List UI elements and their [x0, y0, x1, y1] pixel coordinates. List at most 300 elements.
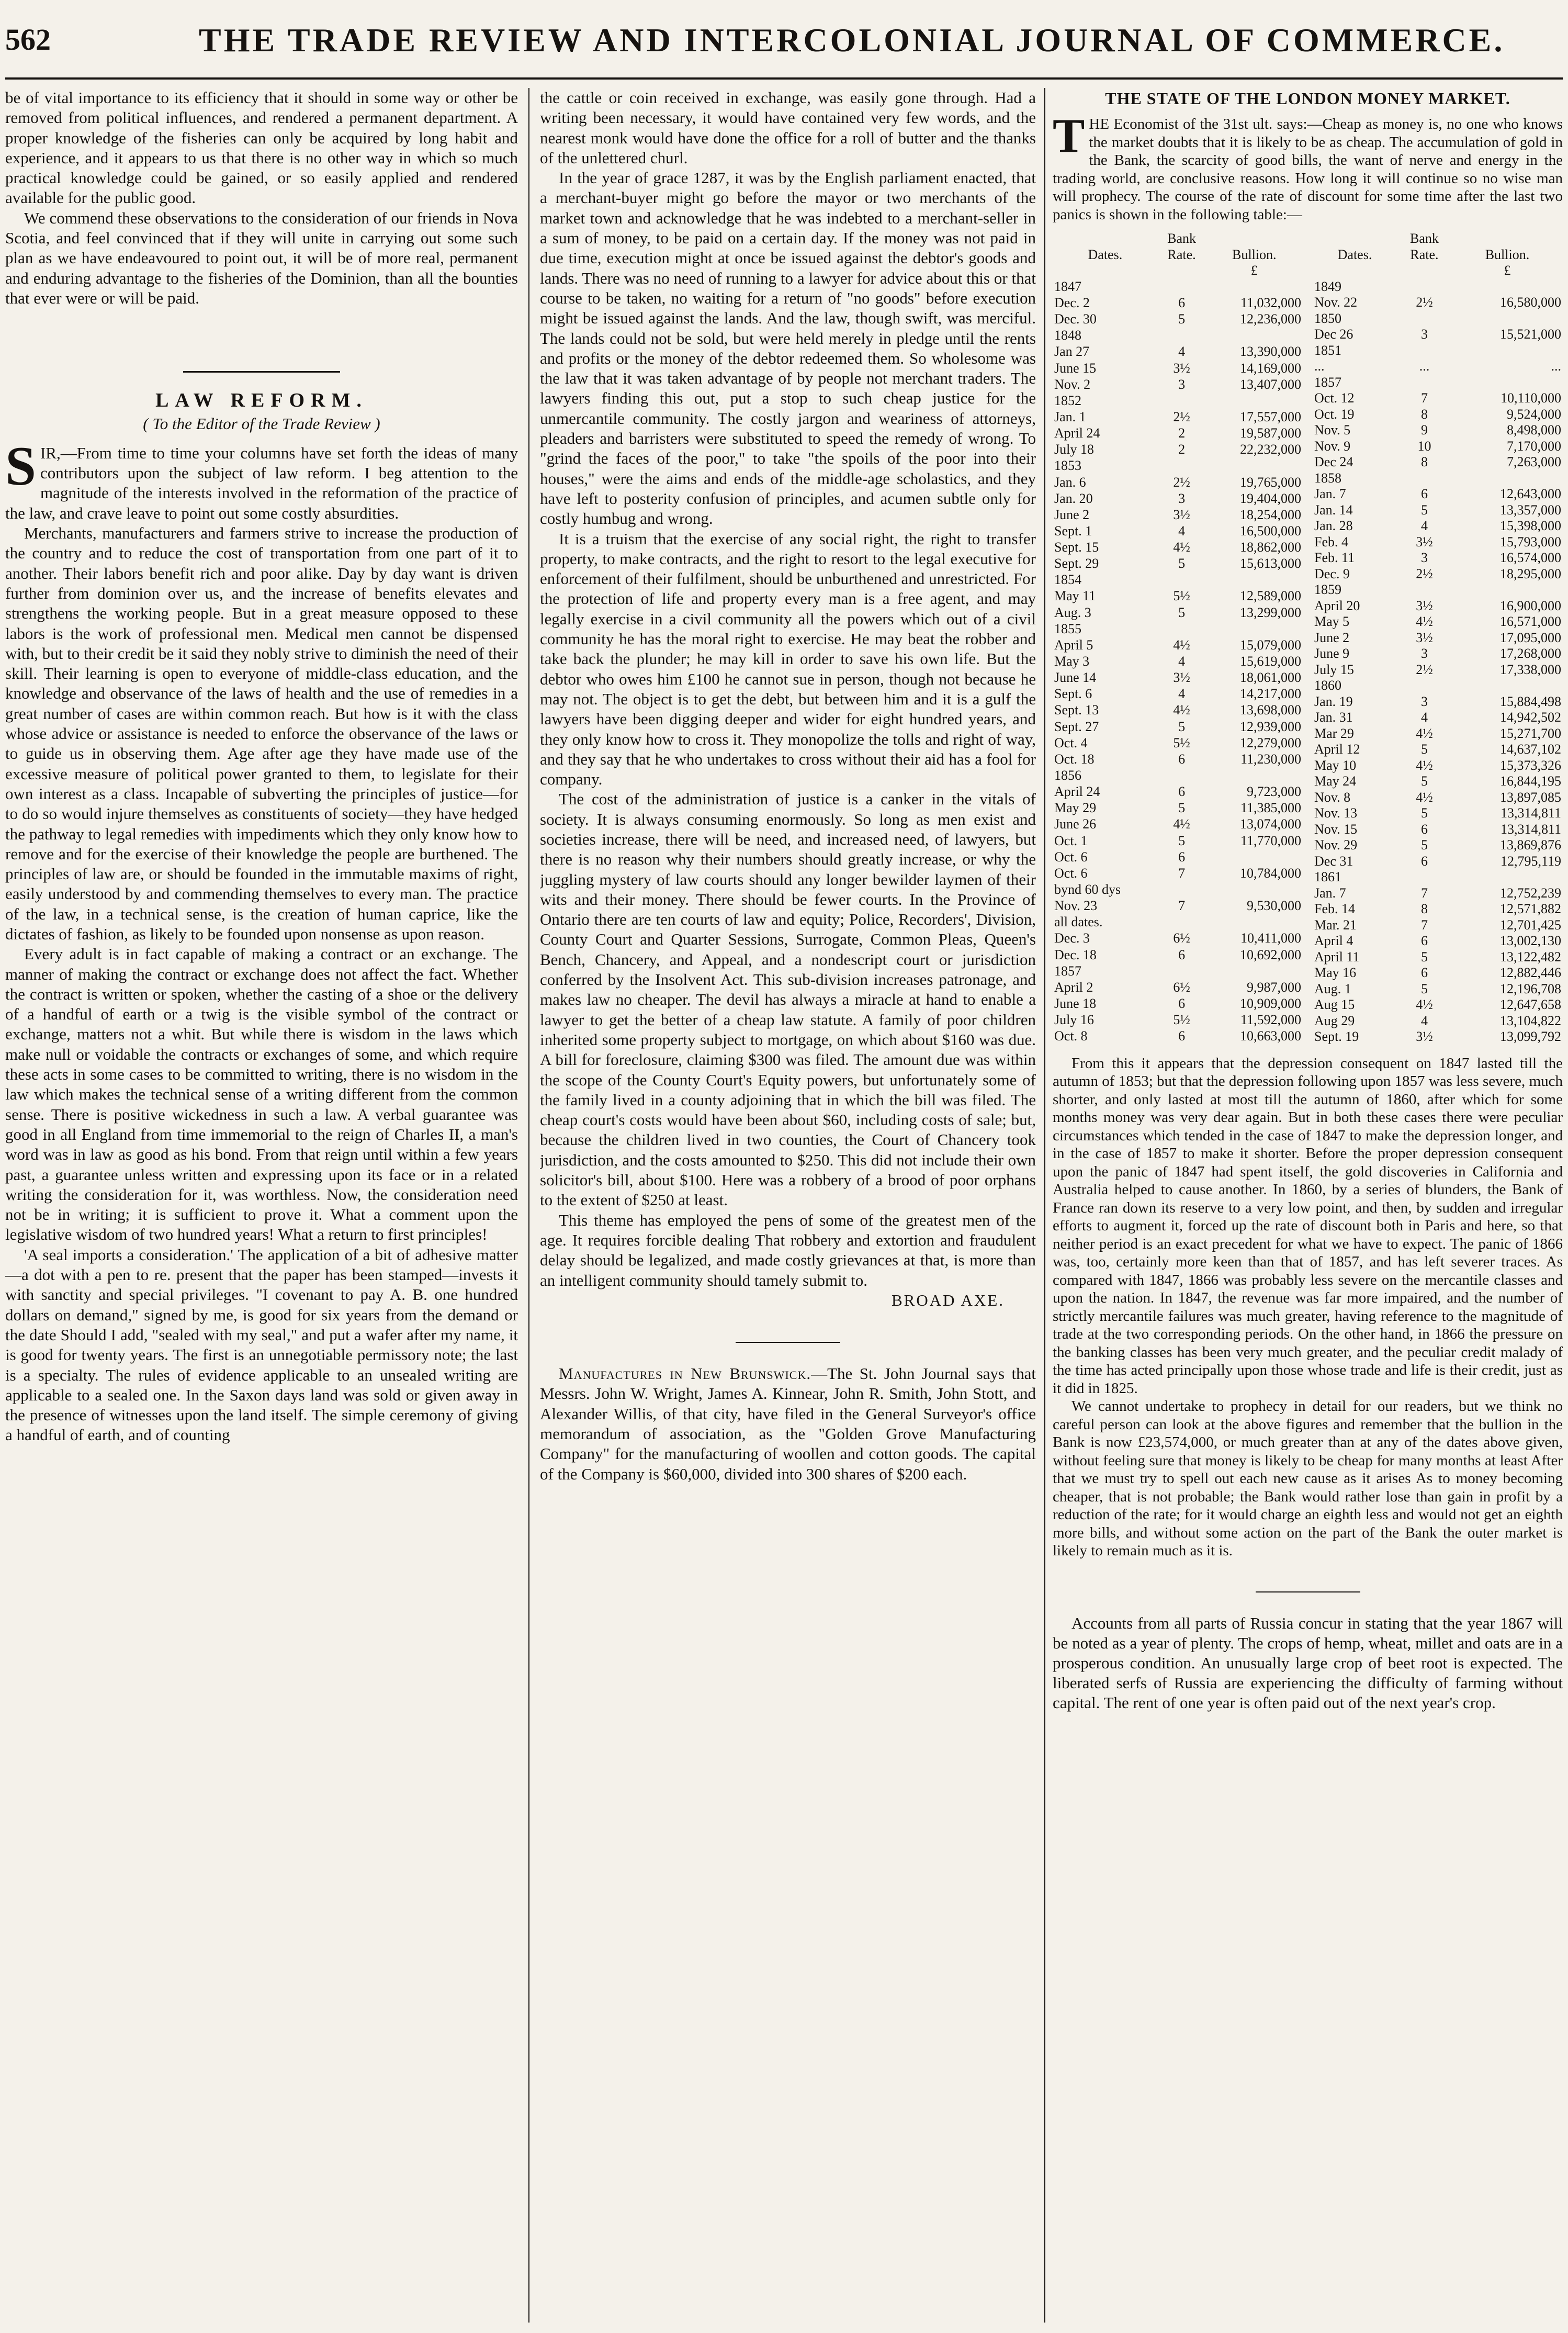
table-row — [1313, 566, 1563, 582]
table-cell-date: May 11 — [1054, 588, 1096, 604]
table-cell-rate: 6 — [1178, 295, 1186, 310]
table-cell-bullion: 12,571,882 — [1500, 901, 1561, 916]
table-cell-rate: 6½ — [1173, 979, 1190, 995]
table-cell-date: April 5 — [1054, 637, 1093, 653]
table-row — [1053, 752, 1303, 768]
table-row — [1053, 670, 1303, 686]
table-row — [1313, 869, 1563, 885]
table-cell-bullion: 12,647,658 — [1500, 997, 1561, 1012]
table-cell-bullion: 12,882,446 — [1500, 965, 1561, 980]
table-cell-bullion: 11,770,000 — [1240, 833, 1301, 848]
table-cell-rate: 6 — [1178, 947, 1186, 962]
table-cell-rate: 5 — [1178, 556, 1186, 571]
table-row — [1313, 662, 1563, 678]
table-cell-rate: 4 — [1420, 1013, 1428, 1028]
table-cell-date: June 15 — [1054, 360, 1097, 376]
table-row — [1053, 898, 1303, 914]
table-cell-bullion — [1206, 963, 1303, 979]
table-cell-date: Dec. 18 — [1054, 947, 1097, 962]
table-cell-date: 1851 — [1314, 342, 1341, 358]
table-row — [1313, 358, 1563, 375]
table-cell-date: Sept. 27 — [1054, 719, 1099, 734]
table-cell-bullion: 12,752,239 — [1500, 885, 1561, 901]
table-cell-bullion: 7,263,000 — [1507, 454, 1561, 469]
manufactures-note: Manufactures in New Brunswick.—The St. John Journal says that Messrs. John W. Wright, James A. Kinnear, John R. Smith, John Stott, and Alexander Willis, of that city, have filed in the General Surveyor's office memorandum of association, as the "Golden Grove Manufacturing Company" for the manufacturing of woollen and cotton goods. The capital of the Company is $60,000, divided into 300 shares of $200 each. — [540, 1364, 1036, 1483]
masthead — [0, 0, 1568, 73]
table-row — [1053, 328, 1303, 344]
table-cell-bullion: 16,571,000 — [1500, 614, 1561, 629]
table-row — [1053, 392, 1303, 409]
table-row — [1313, 981, 1563, 997]
table-cell-rate: 4½ — [1416, 757, 1433, 773]
table-cell-date: Dec. 9 — [1314, 566, 1350, 581]
table-cell-rate: 3 — [1178, 490, 1186, 506]
table-cell-rate — [1158, 279, 1206, 295]
table-row — [1313, 885, 1563, 902]
table-cell-bullion: 10,909,000 — [1240, 996, 1301, 1011]
table-row — [1053, 360, 1303, 376]
table-cell-bullion: 9,530,000 — [1247, 898, 1301, 914]
table-cell-bullion: 13,299,000 — [1240, 604, 1301, 620]
table-row — [1313, 1013, 1563, 1029]
table-row — [1053, 816, 1303, 833]
table-cell-rate: 5 — [1178, 833, 1186, 848]
table-cell-date: June 2 — [1314, 630, 1350, 645]
section-divider — [736, 1342, 840, 1343]
table-row — [1053, 654, 1303, 670]
table-cell-date: Nov. 29 — [1314, 837, 1358, 853]
table-row — [1053, 849, 1303, 865]
table-cell-date: Dec 24 — [1314, 454, 1353, 469]
table-row — [1053, 507, 1303, 523]
table-row — [1053, 1012, 1303, 1028]
page-number: 562 — [5, 23, 51, 57]
table-cell-rate — [1158, 328, 1206, 344]
table-cell-date: Jan. 7 — [1314, 486, 1346, 501]
table-row — [1313, 439, 1563, 455]
table-cell-bullion: 10,411,000 — [1240, 930, 1301, 946]
table-cell-bullion: 15,271,700 — [1500, 725, 1561, 741]
table-cell-bullion: 13,002,130 — [1500, 933, 1561, 948]
table-cell-date: Oct. 12 — [1314, 390, 1355, 406]
table-cell-date: Dec 26 — [1314, 327, 1353, 342]
table-cell-bullion — [1206, 621, 1303, 637]
table-cell-date: Jan. 20 — [1054, 490, 1093, 506]
table-cell-date: Nov. 22 — [1314, 295, 1358, 310]
table-cell-rate — [1158, 458, 1206, 474]
table-cell-rate: 6 — [1420, 965, 1428, 980]
law-paragraph: 'A seal imports a consideration.' The application of a bit of adhesive matter—a dot with a pen to re. present that the paper has been stamped—invests it with sanctity and special privileges. "I covenant to pay A. B. one hundred dollars on demand," signed by me, is good for six years from the demand or the date Should I add, "sealed with my seal," and put a wafer after my name, it is good for twenty years. The first is an unnegotiable permissory note; the last is a specialty. The rules of evidence applicable to an unsealed writing are applicable to a sealed one. In the Saxon days land was sold or given away in the presence of witnesses upon the land itself. The simple ceremony of giving a handful of earth, and of counting — [5, 1245, 518, 1444]
table-cell-bullion: 13,122,482 — [1500, 949, 1561, 964]
table-cell-bullion: 13,104,822 — [1500, 1013, 1561, 1028]
table-cell-rate: 6½ — [1173, 930, 1190, 946]
table-cell-date: Oct. 1 — [1054, 833, 1088, 848]
table-cell-bullion: 13,357,000 — [1500, 502, 1561, 518]
table-row — [1313, 949, 1563, 966]
table-cell-date: May 16 — [1314, 965, 1357, 980]
table-cell-date: Sept. 6 — [1054, 686, 1092, 702]
table-cell-rate: ... — [1419, 358, 1430, 374]
table-row — [1053, 784, 1303, 800]
table-cell-rate: 5 — [1420, 949, 1428, 964]
table-cell-rate: 7 — [1420, 885, 1428, 901]
table-row — [1313, 822, 1563, 838]
table-cell-rate: 6 — [1420, 933, 1428, 948]
table-cell-rate: 6 — [1178, 1028, 1186, 1044]
table-cell-date: Jan 27 — [1054, 344, 1090, 360]
table-cell-date: 1847 — [1054, 278, 1081, 294]
table-cell-bullion: 15,613,000 — [1240, 556, 1301, 571]
table-cell-rate: 4 — [1420, 518, 1428, 533]
table-cell-date: Oct. 6 — [1054, 865, 1088, 881]
table-cell-rate: 5 — [1420, 981, 1428, 996]
table-cell-bullion: 14,169,000 — [1240, 360, 1301, 376]
table-row — [1053, 344, 1303, 360]
table-cell-bullion: 10,784,000 — [1240, 865, 1301, 881]
table-cell-rate: 3½ — [1416, 1029, 1433, 1044]
table-cell-date: 1850 — [1314, 310, 1341, 326]
table-cell-date: Jan. 6 — [1054, 474, 1086, 490]
table-cell-date: Nov. 2 — [1054, 376, 1091, 392]
table-cell-rate: 4½ — [1173, 816, 1190, 832]
table-cell-date: May 24 — [1314, 773, 1357, 789]
table-cell-date: 1857 — [1314, 374, 1341, 390]
table-cell-rate: 8 — [1420, 901, 1428, 916]
table-cell-rate: 3 — [1420, 646, 1428, 661]
discount-rate-tables — [1053, 231, 1563, 1045]
table-cell-date: 1849 — [1314, 278, 1341, 294]
table-cell-rate: 5 — [1420, 805, 1428, 821]
table-cell-rate: 7 — [1420, 390, 1428, 406]
table-row — [1313, 758, 1563, 774]
table-cell-rate: 4½ — [1416, 789, 1433, 805]
table-cell-rate: 5 — [1178, 311, 1186, 327]
column-divider — [528, 88, 529, 2323]
table-row — [1053, 735, 1303, 751]
table-cell-rate — [1397, 279, 1452, 295]
table-cell-bullion: 12,279,000 — [1240, 735, 1301, 750]
table-cell-rate: 6 — [1178, 849, 1186, 865]
table-cell-date: July 18 — [1054, 442, 1094, 457]
table-cell-bullion: 18,295,000 — [1500, 566, 1561, 581]
table-row — [1313, 710, 1563, 726]
table-cell-date: 1860 — [1314, 678, 1341, 693]
table-cell-rate: 7 — [1420, 917, 1428, 933]
table-cell-rate: 8 — [1420, 406, 1428, 422]
table-cell-bullion: 12,196,708 — [1500, 981, 1561, 996]
table-row — [1053, 621, 1303, 637]
table-cell-date: June 9 — [1314, 646, 1350, 661]
table-cell-date: bynd 60 dys — [1054, 882, 1121, 898]
table-cell-rate: 6 — [1178, 784, 1186, 800]
table-cell-rate: 3 — [1420, 550, 1428, 565]
table-cell-bullion: 13,314,811 — [1500, 805, 1561, 821]
law-paragraph: Every adult is in fact capable of making a contract or an exchange. The manner of making the contract or exchange does not affect the fact. Whether the contract is written or spoken, whether the casting of a shoe or the delivery of a handful of earth or a twig is the visible symbol of the contract or exchange, matters not a whit. But while there is wisdom in the laws which make null or voidable the contracts or exchanges of some, and which require these acts in some cases to be committed to writing, there is no wisdom in the law which makes the technical sense of a writing different from the common sense. There is positive wickedness in such a law. A verbal guarantee was good in all England from time immemorial to the reign of Charles II, a man's word was in law as good as his bond. From that reign until within a few years past, a guarantee unless written and expressing upon its face or in a related writing the consideration for it, was worthless. Now, the consideration need not be in writing; it is sufficient to prove it. What a comment upon the legislative wisdom of two hundred years! What a return to first principles! — [5, 945, 518, 1244]
table-cell-date: Aug. 3 — [1054, 604, 1091, 620]
table-row — [1313, 295, 1563, 311]
table-cell-date: Jan. 7 — [1314, 885, 1346, 901]
table-cell-bullion: 14,637,102 — [1500, 742, 1561, 757]
section-divider — [1256, 1591, 1360, 1592]
article-paragraph: be of vital importance to its efficiency that it should in some way or other be removed from political influences, and rendered a permanent department. A proper knowledge of the fisheries can only be acquired by long habit and experience, and it appears to us that there is no other way in which so much practical knowledge could be gained, or so easily applied and rendered available for the public good. — [5, 88, 518, 207]
table-cell-bullion: 12,939,000 — [1240, 719, 1301, 734]
table-cell-bullion: 15,619,000 — [1240, 654, 1301, 669]
table-cell-bullion: 14,217,000 — [1240, 686, 1301, 702]
table-cell-rate: 3½ — [1173, 507, 1190, 522]
table-cell-rate: 4½ — [1416, 725, 1433, 741]
table-cell-bullion: 22,232,000 — [1240, 442, 1301, 457]
table-cell-date: all dates. — [1054, 914, 1103, 930]
table-cell-bullion: 15,793,000 — [1500, 534, 1561, 549]
table-cell-bullion — [1452, 678, 1563, 694]
table-cell-rate — [1397, 869, 1452, 885]
article-paragraph: We commend these observations to the consideration of our friends in Nova Scotia, and feel convinced that if they will unite in carrying out some such plan as we have endeavoured to point out, it will be of more real, permanent and enduring advantage to the fisheries of the Dominion, than all the bounties that ever were or will be paid. — [5, 208, 518, 307]
table-cell-rate: 5½ — [1173, 1012, 1190, 1028]
table-cell-rate: 4½ — [1416, 614, 1433, 629]
table-row — [1053, 914, 1303, 930]
table-cell-bullion: 10,663,000 — [1240, 1028, 1301, 1044]
table-cell-rate: 5 — [1178, 800, 1186, 816]
money-market-paragraph: We cannot undertake to prophecy in detail for our readers, but we think no careful person can look at the above figures and remember that the bullion in the Bank is now £23,574,000, or much greater than at any of the dates above given, without feeling sure that money is likely to be cheap for many months at least After that we must try to spell out each new cause as it arises As to money becoming cheaper, that is not probable; the Bank would rather lose than gain in profit by a reduction of the rate; for it would charge an eighth less and would not get an eighth more bills, and without some action on the part of the Bank the outer market is likely to remain much as it is. — [1053, 1398, 1563, 1559]
table-cell-rate: 3½ — [1173, 360, 1190, 376]
table-cell-rate: 6 — [1420, 853, 1428, 869]
table-cell-rate: 2½ — [1173, 474, 1190, 490]
table-row — [1053, 376, 1303, 392]
table-cell-date: Nov. 5 — [1314, 422, 1351, 438]
table-cell-rate: 4½ — [1173, 637, 1190, 653]
table-cell-bullion: 16,844,195 — [1500, 773, 1561, 789]
table-cell-bullion: 18,061,000 — [1240, 670, 1301, 686]
table-cell-date: Sept. 13 — [1054, 702, 1099, 718]
table-cell-date: Nov. 13 — [1314, 805, 1358, 821]
table-row — [1313, 901, 1563, 917]
table-cell-date: June 14 — [1054, 670, 1097, 686]
table-cell-date: Aug 15 — [1314, 997, 1355, 1012]
table-cell-bullion: 19,765,000 — [1240, 474, 1301, 490]
table-row — [1053, 458, 1303, 474]
table-cell-date: 1854 — [1054, 572, 1081, 588]
table-cell-rate: 6 — [1178, 751, 1186, 767]
table-cell-date: April 4 — [1314, 933, 1353, 948]
table-cell-bullion — [1206, 849, 1303, 865]
table-cell-date: 1853 — [1054, 458, 1081, 474]
table-cell-rate: 4½ — [1173, 540, 1190, 555]
table-row — [1313, 933, 1563, 949]
column-right — [1053, 88, 1563, 2328]
table-cell-bullion: 13,407,000 — [1240, 376, 1301, 392]
table-cell-date: Jan. 1 — [1054, 409, 1086, 424]
table-cell-date: July 15 — [1314, 661, 1354, 677]
law-paragraph: SIR,—From time to time your columns have set forth the ideas of many contributors upon the subject of law reform. I beg attention to the magnitude of the interests involved in the reformation of the practice of the law, and crave leave to point out some costly absurdities. — [5, 435, 518, 522]
table-cell-bullion: 7,170,000 — [1507, 438, 1561, 454]
law-reform-title: LAW REFORM. — [155, 389, 368, 412]
table-cell-bullion — [1206, 768, 1303, 784]
table-row — [1313, 1029, 1563, 1045]
table-cell-date: 1852 — [1054, 392, 1081, 408]
table-cell-rate: 8 — [1420, 454, 1428, 469]
rates-table-left: Bank Dates. Rate. Bullion. £ 1847 Dec. 2 6 11,032,000 Dec. 30 5 12,236,000 1848 Jan 27 4 13,390,000 June 15 3½ 14,169,000 Nov. 2 3 13,407,000 1852 Jan. 1 2½ 17,557,000 April 24 2 19,587,000 July 18 2 22,232,000 1853 Jan. 6 2½ 19,765,000 Jan. 20 3 19,404,000 June 2 3½ 18,254,000 Sept. 1 4 16,500,000 Sept. 15 4½ 18,862,000 Sept. 29 5 15,613,000 1854 May 11 5½ 12,589,000 Aug. 3 5 13,299,000 1855 April 5 4½ 15,079,000 May 3 4 15,619,000 June 14 3½ 18,061,000 Sept. 6 4 14,217,000 Sept. 13 4½ 13,698,000 Sept. 27 5 12,939,000 Oct. 4 5½ 12,279,000 Oct. 18 6 11,230,000 1856 April 24 6 9,723,000 May 29 5 11,385,000 June 26 4½ 13,074,000 Oct. 1 5 11,770,000 Oct. 6 6 Oct. 6 7 10,784,000 bynd 60 dys Nov. 23 7 9,530,000 all dates. Dec. 3 6½ 10,411,000 Dec. 18 6 10,692,000 1857 April 2 6½ 9,987,000 June 18 6 10,909,000 July 16 5½ 11,592,000 Oct. 8 6 10,663,000 — [1053, 231, 1303, 1045]
table-cell-date: April 2 — [1054, 979, 1093, 995]
table-row — [1313, 614, 1563, 630]
journal-title: THE TRADE REVIEW AND INTERCOLONIAL JOURNAL OF COMMERCE. — [199, 21, 1505, 59]
table-cell-date: Jan. 28 — [1314, 518, 1353, 533]
table-row — [1053, 719, 1303, 735]
table-row — [1313, 279, 1563, 295]
column-left — [5, 88, 518, 2328]
table-row — [1053, 833, 1303, 849]
table-row — [1053, 702, 1303, 719]
table-row — [1313, 837, 1563, 854]
table-cell-bullion: 11,592,000 — [1240, 1012, 1301, 1028]
table-cell-date: Jan. 14 — [1314, 502, 1353, 518]
table-cell-date: Oct. 19 — [1314, 406, 1355, 422]
table-cell-bullion: 9,987,000 — [1247, 979, 1301, 995]
table-cell-date: Dec. 2 — [1054, 295, 1090, 310]
table-cell-bullion: 11,385,000 — [1240, 800, 1301, 816]
table-cell-rate — [1397, 311, 1452, 327]
table-cell-bullion: 13,314,811 — [1500, 821, 1561, 837]
table-cell-date: 1861 — [1314, 869, 1341, 884]
table-cell-date: June 18 — [1054, 996, 1097, 1011]
table-row — [1053, 980, 1303, 996]
table-cell-bullion: 17,268,000 — [1500, 646, 1561, 661]
table-cell-date: Sept. 19 — [1314, 1029, 1359, 1044]
column-middle — [540, 88, 1036, 2328]
table-cell-bullion: 17,095,000 — [1500, 630, 1561, 645]
table-cell-bullion: 10,110,000 — [1500, 390, 1561, 406]
table-row — [1313, 790, 1563, 806]
table-cell-rate — [1158, 392, 1206, 409]
table-cell-bullion: 15,079,000 — [1240, 637, 1301, 653]
table-cell-rate: 3 — [1420, 327, 1428, 342]
table-cell-bullion — [1452, 343, 1563, 359]
table-row — [1313, 343, 1563, 359]
table-cell-rate: 6 — [1420, 486, 1428, 501]
table-cell-date: 1855 — [1054, 621, 1081, 636]
table-cell-rate: 5½ — [1173, 735, 1190, 750]
table-cell-bullion: 13,074,000 — [1240, 816, 1301, 832]
table-cell-bullion — [1452, 582, 1563, 598]
table-cell-date: Nov. 15 — [1314, 821, 1358, 837]
table-cell-date: Nov. 23 — [1054, 898, 1098, 914]
table-row — [1313, 742, 1563, 758]
table-cell-bullion: ... — [1551, 358, 1561, 374]
table-cell-bullion — [1206, 279, 1303, 295]
table-cell-date: June 26 — [1054, 816, 1097, 832]
table-row — [1053, 686, 1303, 702]
table-cell-date: Dec 31 — [1314, 853, 1353, 869]
russia-crop-note: Accounts from all parts of Russia concur in stating that the year 1867 will be noted as a year of plenty. The crops of hemp, wheat, millet and oats are in a prosperous condition. An unusually large crop of beet root is expected. The liberated serfs of Russia are experiencing the difficulty of farming without capital. The rent of one year is often paid out of the next year's crop. — [1053, 1613, 1563, 1712]
table-row — [1313, 486, 1563, 502]
table-cell-date: Mar 29 — [1314, 725, 1354, 741]
table-cell-rate — [1397, 582, 1452, 598]
table-row — [1313, 470, 1563, 487]
table-cell-bullion: 12,701,425 — [1500, 917, 1561, 933]
table-cell-bullion: 12,236,000 — [1240, 311, 1301, 327]
table-row — [1313, 598, 1563, 614]
table-cell-date: Dec. 30 — [1054, 311, 1097, 327]
table-row — [1313, 773, 1563, 790]
money-market-intro: THE Economist of the 31st ult. says:—Cheap as money is, no one who knows the market doubts that it is likely to be as cheap. The accumulation of gold in the Bank, the scarcity of good bills, the want of nerve and energy in the trading world, are conclusive reasons. How long it will continue so no wise man will prophecy. The course of the rate of discount for some time after the last two panics is shown in the following table:— — [1053, 109, 1563, 223]
table-cell-rate — [1158, 963, 1206, 979]
table-cell-date: 1859 — [1314, 582, 1341, 597]
table-cell-bullion: 11,032,000 — [1240, 295, 1301, 310]
table-cell-bullion: 11,230,000 — [1240, 751, 1301, 767]
table-cell-bullion: 13,869,876 — [1500, 837, 1561, 853]
table-cell-rate: 9 — [1420, 422, 1428, 438]
table-row — [1313, 965, 1563, 981]
table-cell-rate: 3 — [1420, 693, 1428, 709]
table-cell-rate: 4½ — [1173, 702, 1190, 718]
table-row — [1053, 947, 1303, 963]
table-row — [1313, 502, 1563, 519]
table-cell-rate — [1158, 882, 1206, 898]
table-cell-bullion: 18,862,000 — [1240, 540, 1301, 555]
table-cell-date: Oct. 4 — [1054, 735, 1088, 750]
masthead-rule — [5, 77, 1563, 80]
table-cell-date: Mar. 21 — [1314, 917, 1357, 933]
table-cell-date: Aug 29 — [1314, 1013, 1355, 1028]
table-row — [1313, 630, 1563, 646]
table-row — [1313, 390, 1563, 407]
table-cell-bullion — [1452, 470, 1563, 487]
table-cell-rate — [1397, 470, 1452, 487]
table-row — [1053, 996, 1303, 1012]
table-cell-rate: 10 — [1417, 438, 1431, 454]
table-cell-bullion — [1452, 869, 1563, 885]
table-row — [1313, 422, 1563, 439]
table-cell-bullion: 19,587,000 — [1240, 425, 1301, 441]
rates-table-right: Bank Dates. Rate. Bullion. £ 1849 Nov. 22 2½ 16,580,000 1850 Dec 26 3 15,521,000 1851 ... ... ... 1857 Oct. 12 7 10,110,000 Oct. 19 8 9,524,000 Nov. 5 9 8,498,000 Nov. 9 10 7,170,000 Dec 24 8 7,263,000 1858 Jan. 7 6 12,643,000 Jan. 14 5 13,357,000 Jan. 28 4 15,398,000 Feb. 4 3½ 15,793,000 Feb. 11 3 16,574,000 Dec. 9 2½ 18,295,000 1859 April 20 3½ 16,900,000 May 5 4½ 16,571,000 June 2 3½ 17,095,000 June 9 3 17,268,000 July 15 2½ 17,338,000 1860 Jan. 19 3 15,884,498 Jan. 31 4 14,942,502 Mar 29 4½ 15,271,700 April 12 5 14,637,102 May 10 4½ 15,373,326 May 24 5 16,844,195 Nov. 8 4½ 13,897,085 Nov. 13 5 13,314,811 Nov. 15 6 13,314,811 Nov. 29 5 13,869,876 Dec 31 6 12,795,119 1861 Jan. 7 7 12,752,239 Feb. 14 8 12,571,882 Mar. 21 7 12,701,425 April 4 6 13,002,130 April 11 5 13,122,482 May 16 6 12,882,446 Aug. 1 5 12,196,708 Aug 15 4½ 12,647,658 Aug 29 4 13,104,822 Sept. 19 3½ 13,099,792 — [1313, 231, 1563, 1045]
table-row — [1313, 454, 1563, 470]
table-row — [1313, 997, 1563, 1013]
table-row — [1313, 375, 1563, 391]
table-cell-bullion: 15,398,000 — [1500, 518, 1561, 533]
table-cell-bullion — [1206, 572, 1303, 588]
law-paragraph: the cattle or coin received in exchange, was easily gone through. Had a writing been necessary, it would have contained very few words, and the nearest monk would have done the office for a roll of butter and the thanks of the unlettered churl. — [540, 88, 1036, 167]
table-cell-bullion — [1206, 882, 1303, 898]
table-cell-bullion: 12,589,000 — [1240, 588, 1301, 604]
author-signature: BROAD AXE. — [891, 1291, 1005, 1309]
table-row — [1313, 678, 1563, 694]
table-cell-rate: 5 — [1420, 502, 1428, 518]
table-cell-bullion: 12,643,000 — [1500, 486, 1561, 501]
table-cell-rate — [1397, 343, 1452, 359]
table-cell-bullion — [1452, 279, 1563, 295]
table-row — [1313, 311, 1563, 327]
table-cell-date: May 3 — [1054, 654, 1090, 669]
law-paragraph: In the year of grace 1287, it was by the English parliament enacted, that a merchant-buyer might go before the mayor or two merchants of the market town and acknowledge that he was indebted to a merchant-seller in a sum of money, to be paid on a certain day. If the money was not paid in due time, execution might at once be issued against the debtor's goods and lands. There was no need of running to a lawyer for advice about this or that course to be taken, no waiting for a return of "no goods" before execution might be issued against the lands. And the law, though swift, was merciful. The lands could not be sold, but were held merely in pledge until the rents and profits or the money of the debtor redeemed them. So wholesome was the law that it was taken advantage of by people not merchant traders. The lawyers finding this out, put a stop to such cheap justice for the unmercantile community. The costly jargon and weariness of attorneys, pleaders and barristers were substituted to speed the remedy of wrong. To "grind the faces of the poor," to take "the spoils of the poor into their houses," were the aims and ends of the middle-age scholastics, and they have left to posterity confusion of principles, and acumen subtle only for costly humbug and wrong. — [540, 169, 1036, 528]
table-cell-date: Jan. 19 — [1314, 693, 1353, 709]
table-row — [1053, 588, 1303, 604]
table-row — [1053, 442, 1303, 458]
table-row — [1313, 805, 1563, 822]
table-cell-rate: 3½ — [1416, 534, 1433, 549]
table-row — [1053, 409, 1303, 425]
table-row — [1053, 866, 1303, 882]
table-cell-date: Oct. 6 — [1054, 849, 1088, 865]
table-row — [1313, 534, 1563, 551]
table-cell-bullion: 9,723,000 — [1247, 784, 1301, 800]
table-cell-date: Dec. 3 — [1054, 930, 1090, 946]
table-cell-rate — [1158, 914, 1206, 930]
table-cell-bullion: 16,574,000 — [1500, 550, 1561, 565]
table-cell-rate: 3 — [1178, 376, 1186, 392]
table-cell-rate: 7 — [1178, 898, 1186, 914]
table-cell-bullion: 13,099,792 — [1500, 1029, 1561, 1044]
table-row — [1053, 800, 1303, 816]
table-cell-bullion: 12,795,119 — [1500, 853, 1561, 869]
